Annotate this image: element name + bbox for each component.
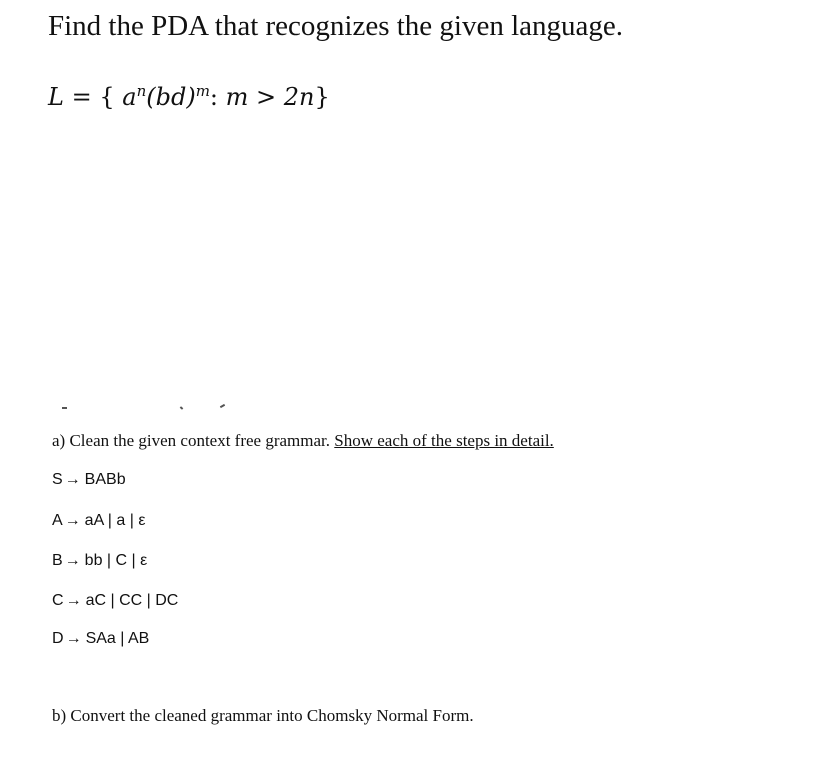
exponent-m: m (195, 82, 210, 100)
arrow-icon: → (65, 630, 82, 647)
exponent-n: n (136, 82, 147, 100)
equals-sign: = (71, 83, 92, 111)
open-brace: { (99, 83, 115, 111)
rule-rhs: aC | CC | DC (85, 592, 179, 609)
part-a-label: a) Clean the given context free grammar. (52, 431, 331, 450)
language-symbol: L (48, 83, 64, 111)
scan-artifact-marks (60, 403, 240, 413)
rule-rhs: SAa | AB (85, 630, 150, 647)
arrow-icon: → (64, 512, 81, 529)
close-brace: } (314, 83, 330, 111)
part-b-instruction: b) Convert the cleaned grammar into Chomsky Normal Form. (52, 706, 474, 725)
rule-rhs: bb | C | ε (84, 552, 148, 569)
part-a-instruction (52, 431, 554, 451)
grammar-rule-a (52, 512, 145, 530)
rule-rhs: BABb (84, 471, 126, 488)
rule-rhs: aA | a | ε (84, 512, 146, 529)
grammar-rule-d (52, 630, 149, 648)
rule-lhs: D (52, 630, 64, 647)
question-title: Find the PDA that recognizes the given language. (48, 10, 624, 42)
grammar-rule-s (52, 471, 126, 489)
rule-lhs: S (52, 471, 63, 488)
rule-lhs: C (52, 592, 64, 609)
paren-term: (bd) (146, 83, 196, 111)
colon: : (209, 83, 219, 111)
grammar-rule-c (52, 592, 178, 610)
rule-lhs: B (52, 552, 63, 569)
arrow-icon: → (64, 471, 81, 488)
part-a-emphasis: Show each of the steps in detail. (334, 431, 554, 450)
rule-lhs: A (52, 512, 63, 529)
arrow-icon: → (64, 552, 81, 569)
grammar-rule-b (52, 552, 147, 570)
condition: m > 2n (225, 83, 315, 111)
arrow-icon: → (65, 592, 82, 609)
symbol-a: a (122, 83, 137, 111)
language-definition (48, 82, 330, 111)
